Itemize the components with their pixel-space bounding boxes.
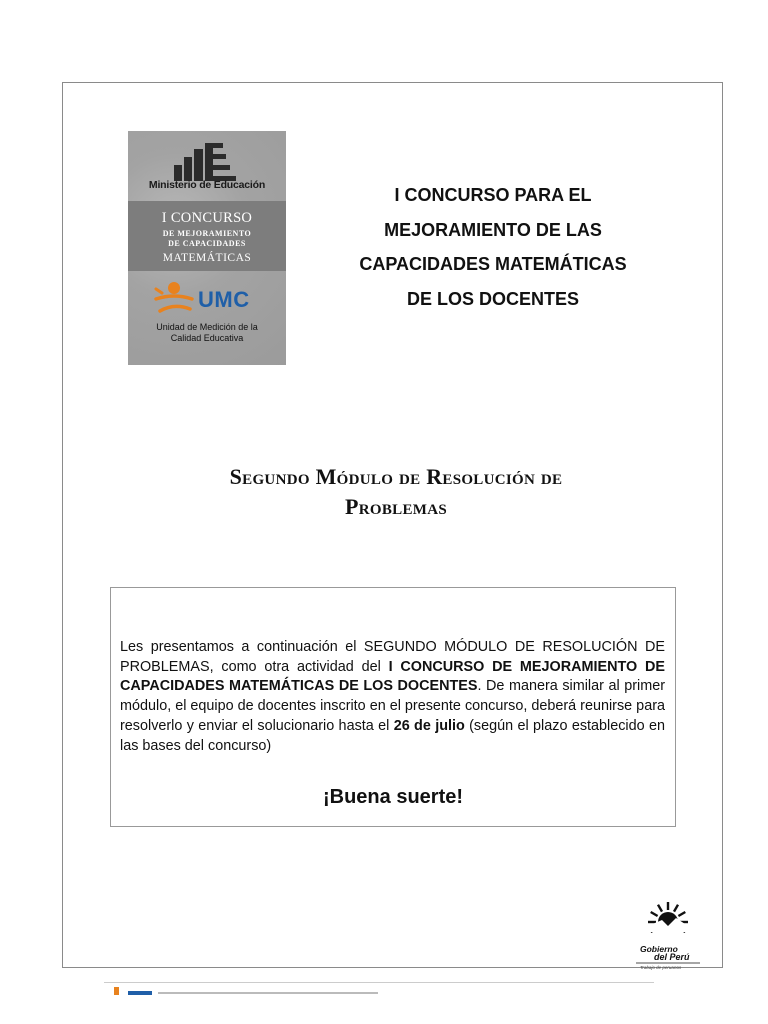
- contest-title: [330, 178, 656, 316]
- contest-title-line-4: DE LOS DOCENTES: [406, 288, 580, 309]
- band-line-1: I CONCURSO: [161, 210, 253, 226]
- gobierno-del-peru-logo: [632, 900, 704, 970]
- notice-paragraph: [120, 638, 665, 756]
- notice-text-2: . De manera similar al primer módulo, el equipo de docentes inscrito en el presente concurso, deberá reunirse para resolverlo y enviar el solucionario hasta el: [120, 678, 665, 734]
- sun-emblem-icon: [632, 900, 704, 970]
- footer-rule: [104, 982, 654, 983]
- contest-title-line-2: MEJORAMIENTO DE LAS: [384, 219, 602, 240]
- footer-clipped-text: [110, 984, 410, 996]
- gov-line-1: Gobierno: [640, 944, 678, 954]
- band-line-2b: DE CAPACIDADES: [168, 239, 246, 248]
- notice-bold-date: 26 de julio: [393, 717, 465, 734]
- contest-band: [128, 201, 286, 271]
- gov-motto: Trabajo de peruanos: [640, 965, 682, 970]
- unit-line-1: Unidad de Medición de la: [156, 322, 258, 332]
- ministry-name: Ministerio de Educación: [148, 179, 266, 191]
- band-line-2a: DE MEJORAMIENTO: [162, 229, 252, 238]
- contest-title-line-3: CAPACIDADES MATEMÁTICAS: [359, 254, 627, 274]
- unit-line-2: Calidad Educativa: [170, 333, 244, 343]
- ministry-bars-icon: [172, 141, 242, 183]
- module-title-line-1: Segundo Módulo de Resolución de: [229, 464, 563, 489]
- minedu-umc-logo: [128, 131, 286, 365]
- umc-acronym: UMC: [198, 287, 250, 312]
- contest-title-line-1: I CONCURSO PARA EL: [394, 185, 592, 205]
- umc-unit-name: [128, 322, 286, 344]
- module-title: [120, 462, 672, 522]
- band-line-4: MATEMÁTICAS: [162, 252, 252, 264]
- module-title-line-2: Problemas: [345, 494, 447, 519]
- umc-logo: [152, 279, 272, 319]
- good-luck-heading: ¡Buena suerte!: [322, 786, 464, 808]
- umc-figure-icon: [152, 279, 196, 317]
- notice-bold-contest: I CONCURSO DE MEJORAMIENTO DE CAPACIDADES MATEMÁTICAS DE LOS DOCENTES: [120, 658, 665, 695]
- notice-text-1: Les presentamos a continuación el SEGUNDO MÓDULO DE RESOLUCIÓN DE PROBLEMAS, como otra actividad del: [120, 639, 665, 675]
- band-line-2: [128, 229, 286, 249]
- notice-text-3: (según el plazo establecido en las bases del concurso): [120, 717, 665, 754]
- gov-line-2: del Perú: [654, 952, 690, 962]
